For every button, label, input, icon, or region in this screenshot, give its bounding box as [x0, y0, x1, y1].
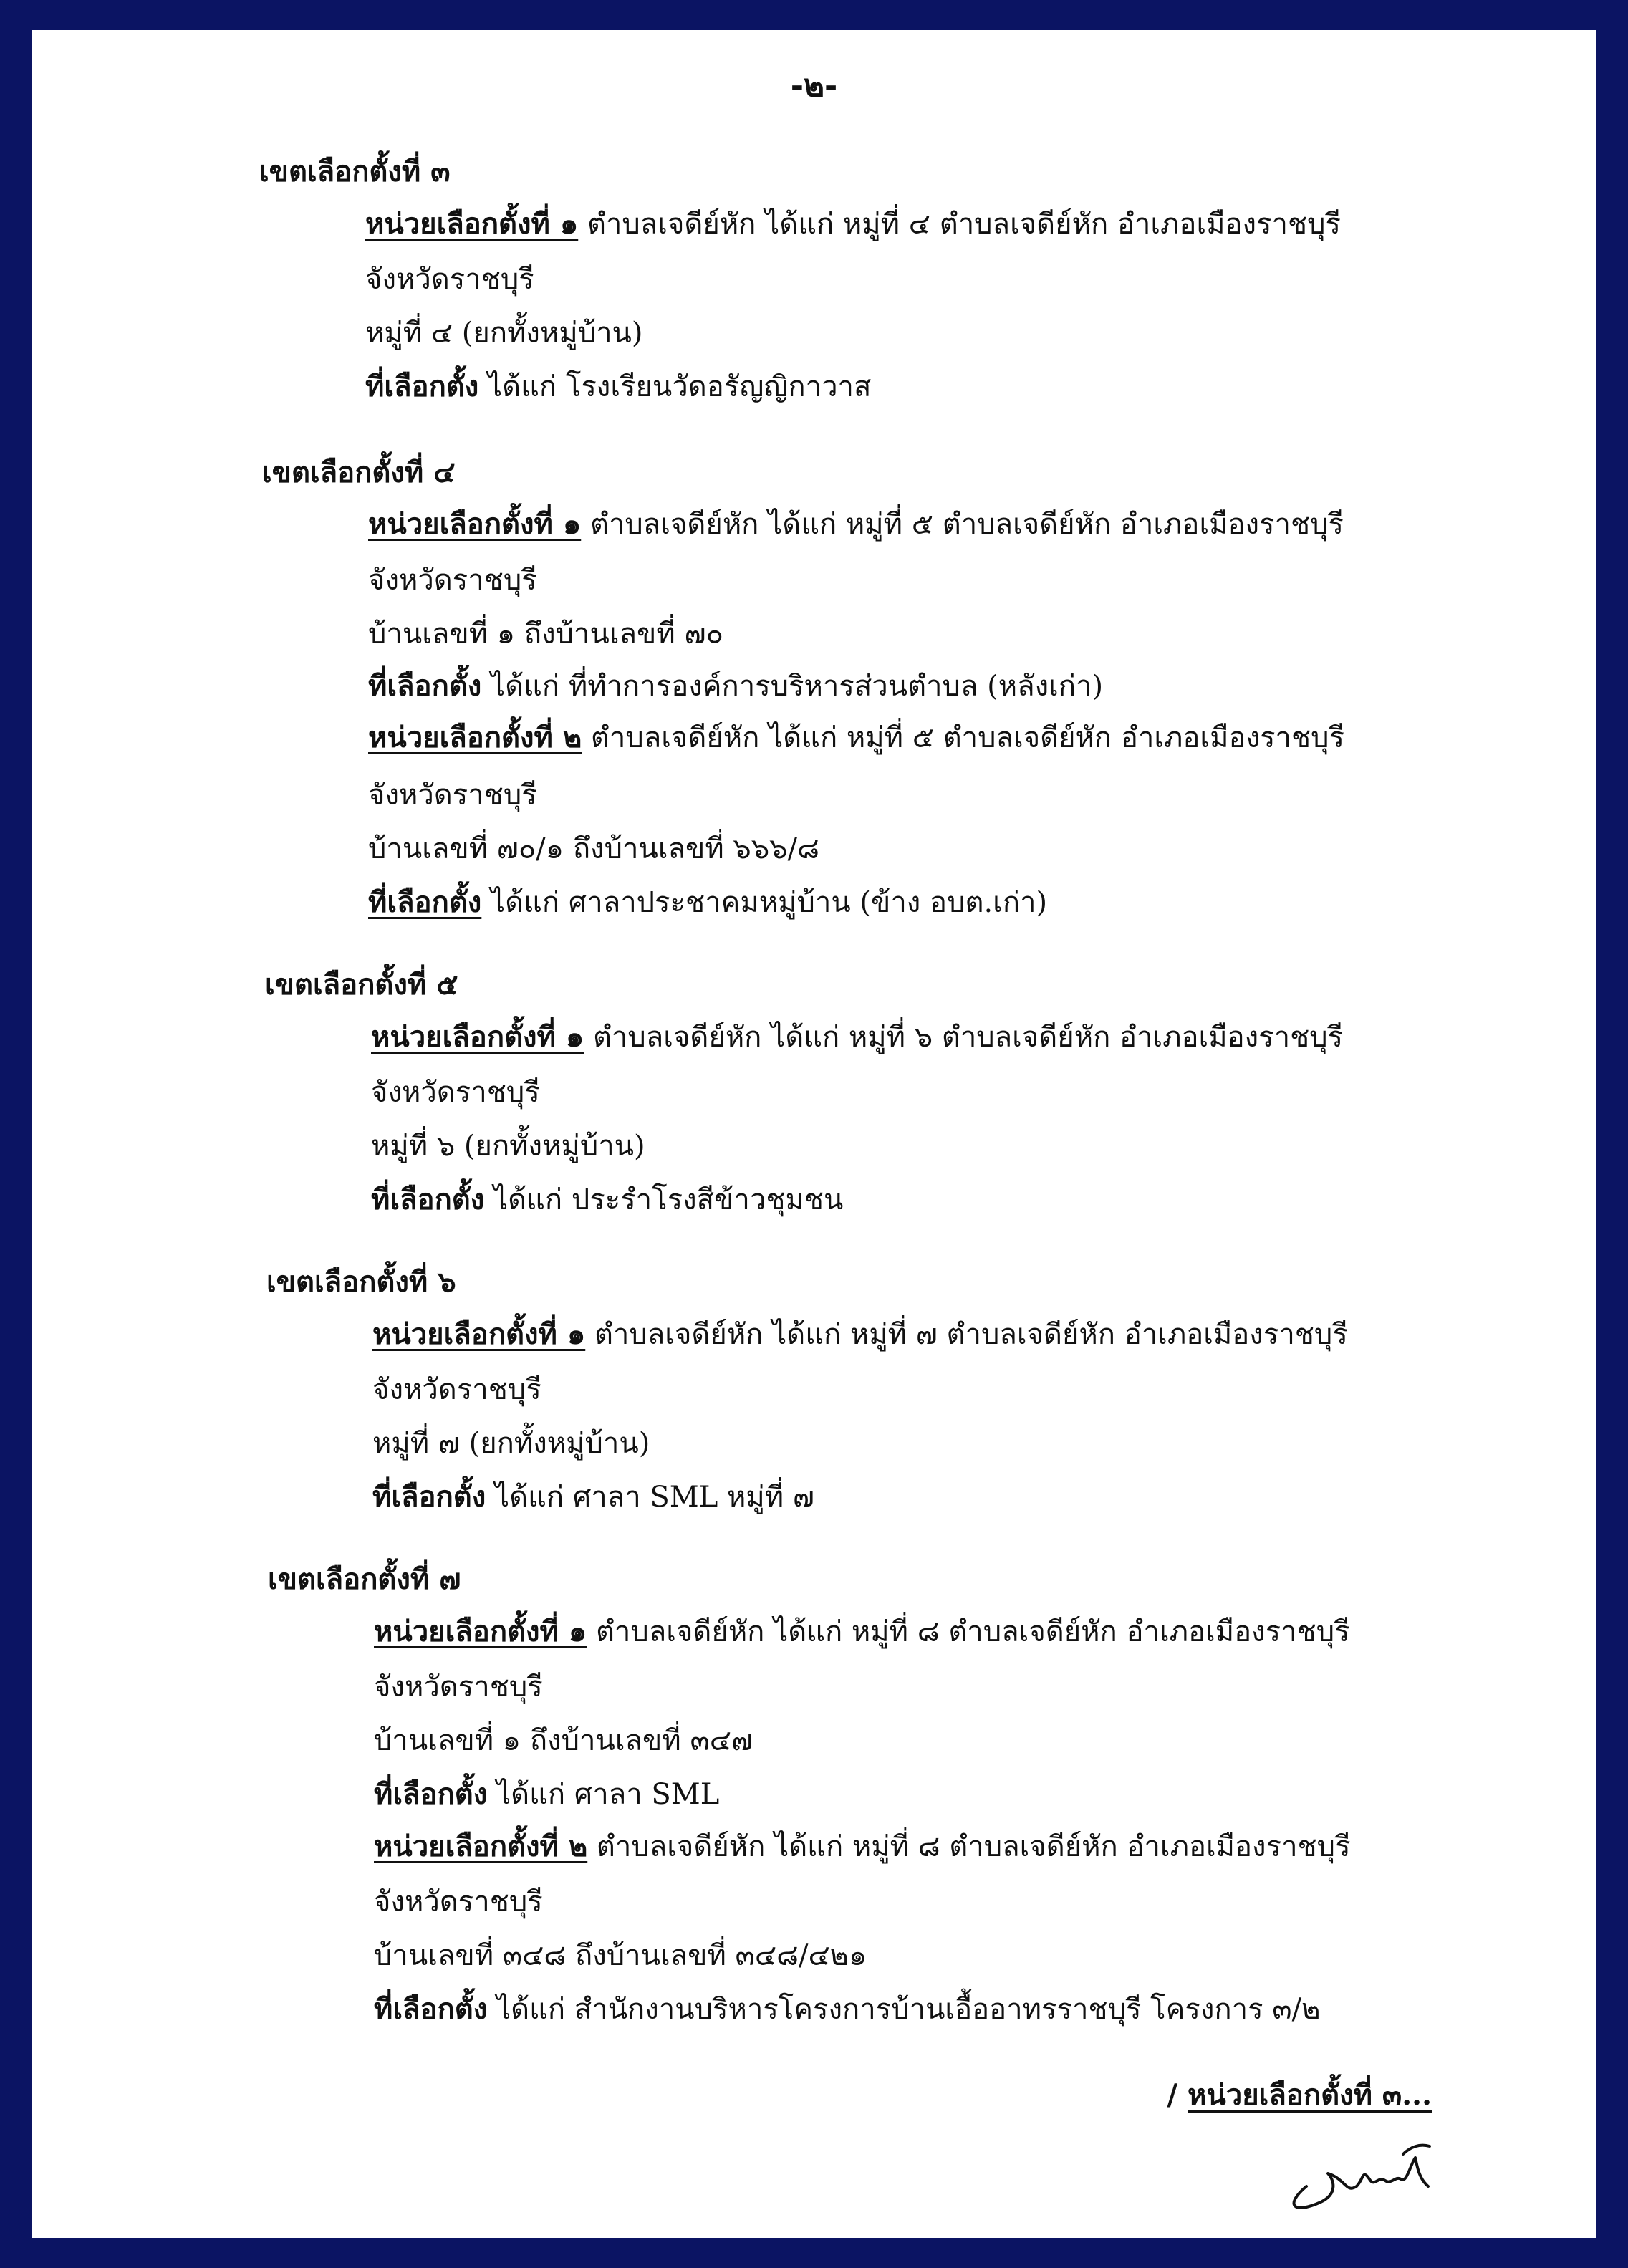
venue-label: ที่เลือกตั้ง: [371, 1183, 485, 1216]
venue-name: ได้แก่ ที่ทำการองค์การบริหารส่วนตำบล (หลังเก่า): [481, 670, 1104, 703]
venue-name: ได้แก่ โรงเรียนวัดอรัญญิกาวาส: [478, 370, 872, 403]
venue-label: ที่เลือกตั้ง: [368, 885, 482, 919]
unit-line: [365, 204, 1341, 244]
venue-label: ที่เลือกตั้ง: [374, 1992, 488, 2026]
venue-name: ได้แก่ สำนักงานบริหารโครงการบ้านเอื้ออาทรราชบุรี โครงการ ๓/๒: [487, 1993, 1321, 2026]
continuation-footer: [1167, 2072, 1432, 2118]
district-heading: เขตเลือกตั้งที่ ๕: [265, 968, 458, 1001]
unit-range: บ้านเลขที่ ๑ ถึงบ้านเลขที่ ๗๐: [368, 618, 723, 650]
venue-name: ได้แก่ ศาลา SML: [487, 1778, 720, 1811]
unit-line: [372, 1315, 1348, 1355]
unit-venue-line: [374, 1989, 1320, 2029]
venue-label: ที่เลือกตั้ง: [368, 669, 482, 703]
unit-line: [368, 504, 1344, 544]
unit-range: หมู่ที่ ๔ (ยกทั้งหมู่บ้าน): [365, 317, 643, 350]
unit-venue-line: [374, 1774, 719, 1815]
unit-range: หมู่ที่ ๖ (ยกทั้งหมู่บ้าน): [371, 1130, 645, 1163]
unit-area: ตำบลเจดีย์หัก ได้แก่ หมู่ที่ ๗ ตำบลเจดีย์หัก อำเภอเมืองราชบุรี: [585, 1318, 1348, 1351]
unit-area: ตำบลเจดีย์หัก ได้แก่ หมู่ที่ ๔ ตำบลเจดีย์หัก อำเภอเมืองราชบุรี: [578, 208, 1341, 241]
page-number: -๒-: [790, 67, 838, 104]
unit-line: [374, 1612, 1350, 1652]
unit-area: ตำบลเจดีย์หัก ได้แก่ หมู่ที่ ๖ ตำบลเจดีย์หัก อำเภอเมืองราชบุรี: [584, 1021, 1344, 1054]
unit-label: หน่วยเลือกตั้งที่ ๑: [365, 207, 579, 241]
unit-line: [368, 718, 1344, 758]
unit-range: บ้านเลขที่ ๑ ถึงบ้านเลขที่ ๓๔๗: [374, 1724, 753, 1757]
unit-label: หน่วยเลือกตั้งที่ ๑: [371, 1020, 584, 1054]
signature: [1278, 2136, 1442, 2215]
unit-venue-line: [365, 367, 871, 407]
venue-name: ได้แก่ ศาลาประชาคมหมู่บ้าน (ข้าง อบต.เก่า): [481, 886, 1048, 919]
document-page: [32, 30, 1596, 2238]
district-heading: เขตเลือกตั้งที่ ๓: [259, 155, 451, 188]
venue-name: ได้แก่ ประรำโรงสีข้าวชุมชน: [484, 1183, 844, 1216]
footer-text: หน่วยเลือกตั้งที่ ๓...: [1188, 2078, 1432, 2112]
unit-province: จังหวัดราชบุรี: [374, 1885, 543, 1918]
unit-area: ตำบลเจดีย์หัก ได้แก่ หมู่ที่ ๘ ตำบลเจดีย์หัก อำเภอเมืองราชบุรี: [587, 1830, 1351, 1863]
unit-line: [374, 1827, 1351, 1867]
district-heading: เขตเลือกตั้งที่ ๖: [266, 1265, 456, 1299]
venue-label: ที่เลือกตั้ง: [374, 1777, 488, 1811]
unit-province: จังหวัดราชบุรี: [371, 1076, 540, 1109]
venue-name: ได้แก่ ศาลา SML หมู่ที่ ๗: [486, 1481, 814, 1514]
unit-venue-line: [371, 1180, 843, 1220]
unit-venue-line: [372, 1477, 814, 1517]
unit-province: จังหวัดราชบุรี: [374, 1671, 543, 1704]
unit-range: หมู่ที่ ๗ (ยกทั้งหมู่บ้าน): [372, 1427, 650, 1460]
unit-area: ตำบลเจดีย์หัก ได้แก่ หมู่ที่ ๕ ตำบลเจดีย์หัก อำเภอเมืองราชบุรี: [581, 508, 1344, 541]
unit-province: จังหวัดราชบุรี: [365, 263, 534, 296]
district-heading: เขตเลือกตั้งที่ ๗: [268, 1562, 461, 1596]
unit-venue-line: [368, 883, 1047, 923]
unit-label: หน่วยเลือกตั้งที่ ๒: [368, 721, 582, 754]
venue-label: ที่เลือกตั้ง: [372, 1480, 486, 1514]
unit-area: ตำบลเจดีย์หัก ได้แก่ หมู่ที่ ๕ ตำบลเจดีย์หัก อำเภอเมืองราชบุรี: [582, 721, 1344, 754]
unit-province: จังหวัดราชบุรี: [368, 779, 537, 812]
unit-label: หน่วยเลือกตั้งที่ ๒: [374, 1830, 588, 1863]
district-heading: เขตเลือกตั้งที่ ๔: [262, 456, 456, 489]
unit-province: จังหวัดราชบุรี: [368, 564, 537, 597]
unit-area: ตำบลเจดีย์หัก ได้แก่ หมู่ที่ ๘ ตำบลเจดีย์หัก อำเภอเมืองราชบุรี: [587, 1615, 1350, 1648]
unit-range: บ้านเลขที่ ๗๐/๑ ถึงบ้านเลขที่ ๖๖๖/๘: [368, 832, 819, 865]
unit-venue-line: [368, 666, 1103, 706]
unit-province: จังหวัดราชบุรี: [372, 1373, 541, 1406]
unit-label: หน่วยเลือกตั้งที่ ๑: [374, 1615, 587, 1648]
venue-label: ที่เลือกตั้ง: [365, 370, 479, 403]
unit-range: บ้านเลขที่ ๓๔๘ ถึงบ้านเลขที่ ๓๔๘/๔๒๑: [374, 1939, 867, 1972]
unit-label: หน่วยเลือกตั้งที่ ๑: [372, 1317, 586, 1351]
unit-label: หน่วยเลือกตั้งที่ ๑: [368, 507, 582, 541]
unit-line: [371, 1017, 1343, 1057]
footer-prefix: /: [1167, 2078, 1188, 2112]
